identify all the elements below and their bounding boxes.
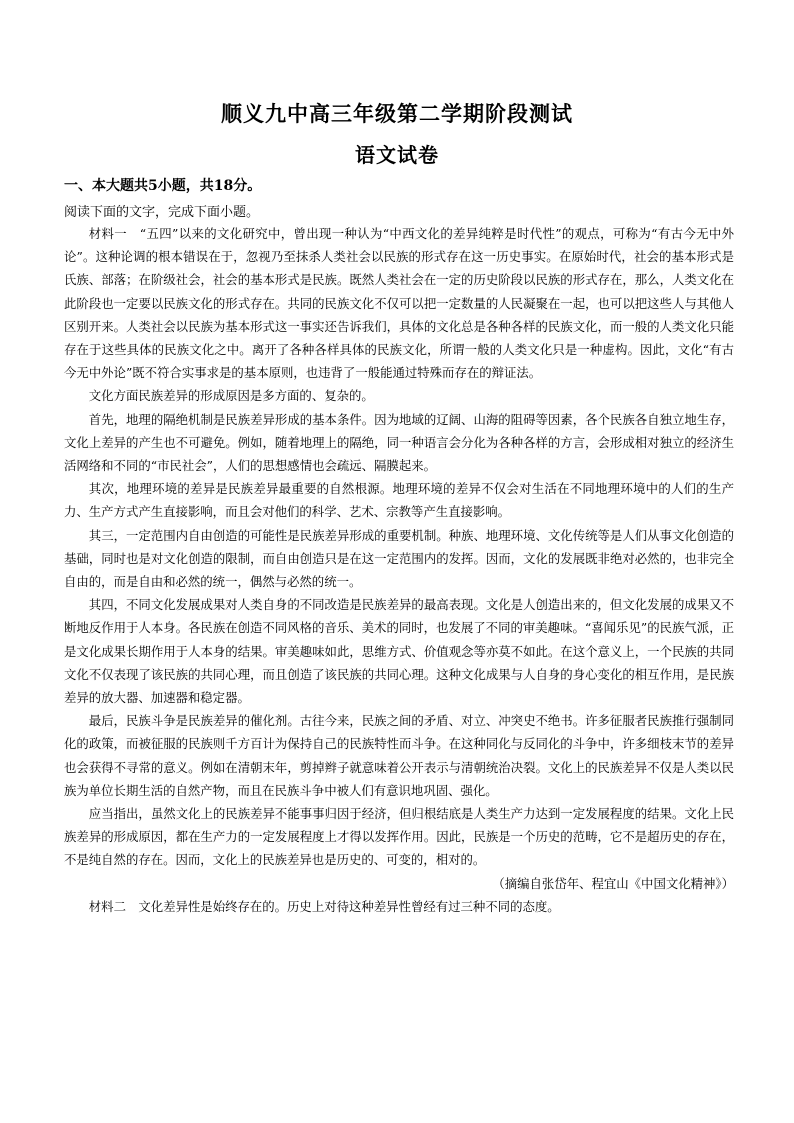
paragraph-second-cause: 其次，地理环境的差异是民族差异最重要的自然根源。地理环境的差异不仅会对生活在不同地理环境中的人们的生产力、生产方式产生直接影响，而且会对他们的科学、艺术、宗教等产生直接影响。 [64,481,734,520]
passage-body [64,222,734,918]
exam-subtitle: 语文试卷 [355,143,439,167]
paragraph-material1-intro: 材料一 “五四”以来的文化研究中，曾出现一种认为“中西文化的差异纯粹是时代性”的观点，可称为“有古今无中外论”。这种论调的根本错误在于，忽视乃至抹杀人类社会以民族的形式存在这一历史事实。在原始时代，社会的基本形式是氏族、部落；在阶级社会，社会的基本形式是民族。既然人类社会在一定的历史阶段以民族的形式存在，那么，人类文化在此阶段也一定要以民族文化的形式存在。共同的民族文化不仅可以把一定数量的人民凝聚在一起，也可以把这些人与其他人区别开来。人类社会以民族为基本形式这一事实还告诉我们，具体的文化总是各种各样的民族文化，而一般的人类文化只能存在于这些具体的民族文化之中。离开了各种各样具体的民族文化，所谓一般的人类文化只是一种虚构。因此，文化“有古今无中外论”既不符合实事求是的基本原则，也违背了一般能通过特殊而存在的辩证法。 [64,226,734,381]
reading-instruction: 阅读下面的文字，完成下面小题。 [64,205,260,220]
paragraph-last-cause: 最后，民族斗争是民族差异的催化剂。古往今来，民族之间的矛盾、对立、冲突史不绝书。许多征服者民族推行强制同化的政策，而被征服的民族则千方百计为保持自己的民族特性而斗争。在这种同化与反同化的斗争中，许多细枝末节的差异也会获得不寻常的意义。例如在清朝末年，剪掉辫子就意味着公开表示与清朝统治决裂。文化上的民族差异不仅是人类以民族为单位长期生活的自然产物，而且在民族斗争中被人们有意识地巩固、强化。 [64,713,734,798]
paragraph-fourth-cause: 其四，不同文化发展成果对人类自身的不同改造是民族差异的最高表现。文化是人创造出来的，但文化发展的成果又不断地反作用于人本身。各民族在创造不同风格的音乐、美术的同时，也发展了不同的审美趣味。“喜闻乐见”的民族气派，正是文化成果长期作用于人本身的结果。审美趣味如此，思维方式、价值观念等亦莫不如此。在这个意义上，一个民族的共同文化不仅表现了该民族的共同心理，而且创造了该民族的共同心理。这种文化成果与人自身的身心变化的相互作用，是民族差异的放大器、加速器和稳定器。 [64,597,734,706]
section-heading: 一、本大题共5小题，共18分。 [64,178,262,194]
source-citation: （摘编自张岱年、程宜山《中国文化精神》） [492,875,734,891]
paragraph-third-cause: 其三，一定范围内自由创造的可能性是民族差异形成的重要机制。种族、地理环境、文化传统等是人们从事文化创造的基础，同时也是对文化创造的限制，而自由创造只是在这一定范围内的发挥。因而，文化的发展既非绝对必然的，也非完全自由的，而是自由和必然的统一，偶然与必然的统一。 [64,527,734,590]
exam-title: 顺义九中高三年级第二学期阶段测试 [221,101,573,126]
paragraph-first-cause: 首先，地理的隔绝机制是民族差异形成的基本条件。因为地域的辽阔、山海的阻碍等因素，各个民族各自独立地生存，文化上差异的产生也不可避免。例如，随着地理上的隔绝，同一种语言会分化为各种各样的方言，会形成相对独立的经济生活网络和不同的“市民社会”，人们的思想感情也会疏远、隔膜起来。 [64,411,734,474]
paragraph-conclusion: 应当指出，虽然文化上的民族差异不能事事归因于经济，但归根结底是人类生产力达到一定发展程度的结果。文化上民族差异的形成原因，都在生产力的一定发展程度上才得以发挥作用。因此，民族是一个历史的范畴，它不是超历史的存在，不是纯自然的存在。因而，文化上的民族差异也是历史的、可变的，相对的。 [64,806,734,868]
paragraph-material2: 材料二 文化差异性是始终存在的。历史上对待这种差异性曾经有过三种不同的态度。 [88,898,560,914]
paragraph-causes-overview: 文化方面民族差异的形成原因是多方面的、复杂的。 [88,388,374,404]
